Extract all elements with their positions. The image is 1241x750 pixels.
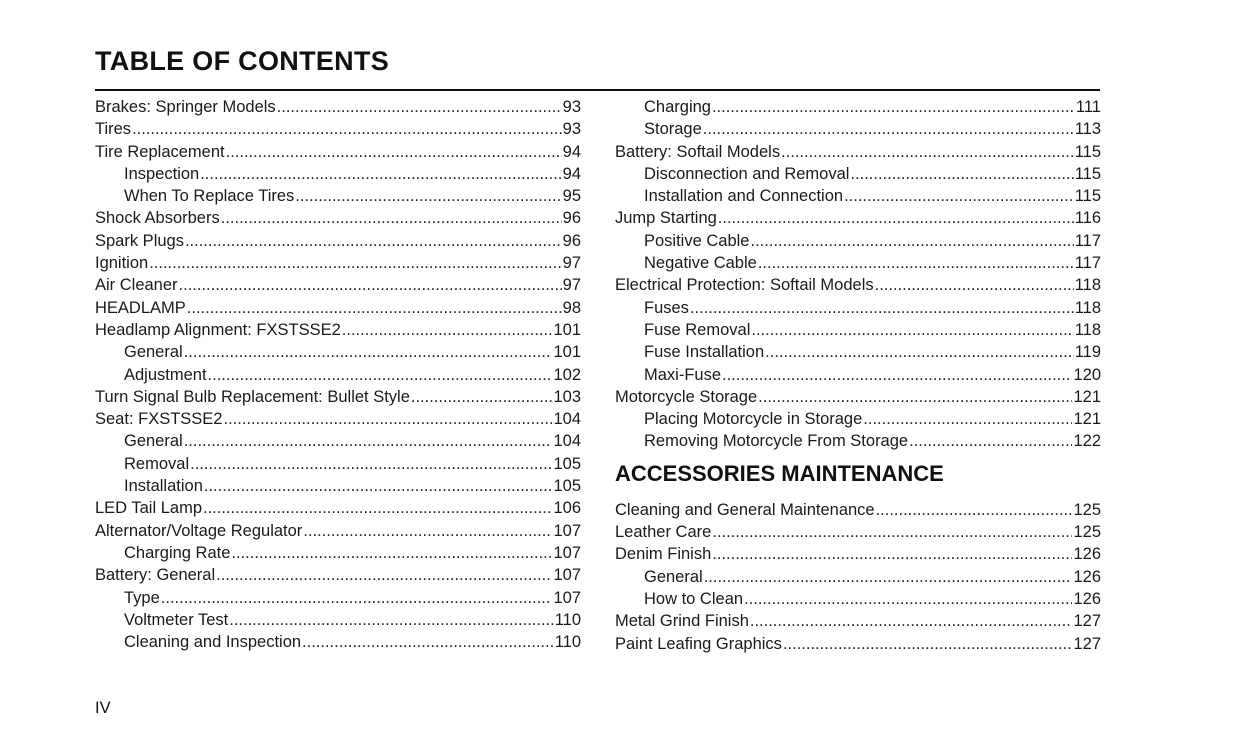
toc-entry-page-number: 107 <box>553 521 581 540</box>
dot-leader <box>783 633 1073 655</box>
title-divider <box>95 89 1100 91</box>
toc-entry[interactable] <box>615 274 1101 296</box>
toc-entry[interactable] <box>615 185 1101 207</box>
toc-entry-page-number: 107 <box>553 566 581 585</box>
toc-entry-page-number: 110 <box>554 610 581 629</box>
toc-entry-page-number: 115 <box>1074 164 1101 183</box>
toc-entry[interactable] <box>615 386 1101 408</box>
toc-entry-label: Charging <box>644 98 711 116</box>
toc-entry[interactable] <box>95 364 581 386</box>
toc-entry[interactable] <box>95 252 581 274</box>
toc-entry[interactable] <box>615 230 1101 252</box>
toc-entry-label: Ignition <box>95 254 149 273</box>
toc-entry-label: When To Replace Tires <box>124 187 295 206</box>
toc-entry-label: Storage <box>644 120 702 139</box>
toc-entry[interactable] <box>615 207 1101 229</box>
toc-entry-page-number: 94 <box>562 164 581 183</box>
toc-entry-label: Motorcycle Storage <box>615 387 758 406</box>
toc-entry-page-number: 116 <box>1074 209 1101 228</box>
toc-entry-label: Tires <box>95 120 132 139</box>
dot-leader <box>184 430 553 452</box>
toc-entry[interactable] <box>615 341 1101 363</box>
dot-leader <box>690 297 1074 319</box>
toc-entry-label: Type <box>124 588 160 607</box>
toc-entry-label: Battery: Softail Models <box>615 142 781 161</box>
toc-entry-label: Denim Finish <box>615 545 712 564</box>
toc-entry[interactable] <box>95 297 581 319</box>
toc-entry-label: Installation and Connection <box>644 187 844 206</box>
toc-entry-label: Cleaning and Inspection <box>124 633 302 652</box>
toc-entry[interactable] <box>95 96 581 118</box>
dot-leader <box>342 319 553 341</box>
toc-entry[interactable] <box>615 521 1101 543</box>
section-heading-accessories: ACCESSORIES MAINTENANCE <box>615 460 944 486</box>
dot-leader <box>185 230 562 252</box>
toc-entry-page-number: 104 <box>553 410 581 429</box>
toc-entry-page-number: 127 <box>1073 634 1101 653</box>
toc-entry[interactable] <box>95 564 581 586</box>
toc-entry-label: Shock Absorbers <box>95 209 220 228</box>
toc-entry[interactable] <box>615 408 1101 430</box>
toc-entry-label: Voltmeter Test <box>124 610 229 629</box>
toc-entry-label: General <box>644 567 703 586</box>
dot-leader <box>200 163 561 185</box>
toc-entry[interactable] <box>95 341 581 363</box>
dot-leader <box>208 364 553 386</box>
toc-entry[interactable] <box>95 319 581 341</box>
dot-leader <box>704 566 1073 588</box>
toc-entry-page-number: 101 <box>553 320 581 339</box>
toc-entry-page-number: 122 <box>1073 432 1101 451</box>
toc-entry[interactable] <box>615 297 1101 319</box>
toc-entry[interactable] <box>95 520 581 542</box>
dot-leader <box>302 631 554 653</box>
toc-right-column <box>615 96 1101 655</box>
dot-leader <box>184 341 553 363</box>
dot-leader <box>295 185 561 207</box>
dot-leader <box>781 141 1074 163</box>
dot-leader <box>303 520 552 542</box>
toc-entry[interactable] <box>615 610 1101 632</box>
toc-entry[interactable] <box>95 453 581 475</box>
toc-entry-page-number: 113 <box>1074 120 1101 139</box>
toc-entry-label: Seat: FXSTSSE2 <box>95 410 223 429</box>
toc-entry-label: Installation <box>124 477 203 496</box>
toc-entry-page-number: 115 <box>1074 142 1101 161</box>
toc-entry[interactable] <box>95 274 581 296</box>
toc-entry[interactable] <box>95 408 581 430</box>
toc-entry-page-number: 107 <box>553 588 581 607</box>
toc-entry-page-number: 119 <box>1074 343 1101 362</box>
toc-entry-page-number: 110 <box>554 633 581 652</box>
toc-entry[interactable] <box>615 319 1101 341</box>
toc-entry-label: HEADLAMP <box>95 298 186 317</box>
toc-entry-page-number: 118 <box>1074 298 1101 317</box>
dot-leader <box>712 521 1072 543</box>
toc-entry-page-number: 117 <box>1074 231 1101 250</box>
dot-leader <box>216 564 552 586</box>
toc-entry-page-number: 97 <box>562 276 581 295</box>
toc-entry-page-number: 98 <box>562 298 581 317</box>
toc-entry-page-number: 96 <box>562 231 581 250</box>
toc-entry-page-number: 103 <box>553 387 581 406</box>
toc-entry-label: Fuses <box>644 298 689 317</box>
dot-leader <box>844 185 1074 207</box>
toc-entry-label: Jump Starting <box>615 209 717 228</box>
dot-leader <box>758 386 1072 408</box>
toc-entry[interactable] <box>615 141 1101 163</box>
toc-entry-label: Metal Grind Finish <box>615 612 749 631</box>
toc-entry-page-number: 94 <box>562 142 581 161</box>
dot-leader <box>277 96 562 118</box>
toc-entry[interactable] <box>95 207 581 229</box>
dot-leader <box>765 341 1074 363</box>
toc-entry-label: General <box>124 343 183 362</box>
toc-entry-label: LED Tail Lamp <box>95 499 203 518</box>
toc-entry-label: Negative Cable <box>644 254 757 273</box>
toc-entry[interactable] <box>615 252 1101 274</box>
dot-leader <box>149 252 561 274</box>
toc-entry-label: General <box>124 432 183 451</box>
toc-entry-label: Electrical Protection: Softail Models <box>615 276 874 295</box>
toc-entry[interactable] <box>615 633 1101 655</box>
dot-leader <box>750 610 1073 632</box>
toc-entry[interactable] <box>95 631 581 653</box>
dot-leader <box>850 163 1073 185</box>
dot-leader <box>203 497 552 519</box>
footer-page-number: IV <box>95 699 111 717</box>
toc-entry-page-number: 118 <box>1074 276 1101 295</box>
dot-leader <box>750 230 1073 252</box>
toc-entry[interactable] <box>615 163 1101 185</box>
toc-entry[interactable] <box>95 587 581 609</box>
toc-entry-page-number: 126 <box>1073 545 1101 564</box>
dot-leader <box>751 319 1073 341</box>
dot-leader <box>712 543 1072 565</box>
toc-entry[interactable] <box>615 566 1101 588</box>
toc-left-column <box>95 96 581 653</box>
toc-entry[interactable] <box>615 364 1101 386</box>
toc-entry[interactable] <box>95 609 581 631</box>
toc-entry[interactable] <box>615 430 1101 452</box>
toc-entry-page-number: 97 <box>562 254 581 273</box>
dot-leader <box>744 588 1072 610</box>
dot-leader <box>909 430 1072 452</box>
toc-entry-label: Spark Plugs <box>95 231 184 250</box>
dot-leader <box>722 364 1072 386</box>
toc-entry-page-number: 117 <box>1074 254 1101 273</box>
toc-entry[interactable] <box>615 543 1101 565</box>
toc-entry-page-number: 118 <box>1074 320 1101 339</box>
toc-entry-page-number: 115 <box>1074 187 1101 206</box>
toc-entry-label: Fuse Installation <box>644 343 765 362</box>
toc-entry-label: Disconnection and Removal <box>644 164 850 183</box>
toc-entry-page-number: 125 <box>1073 500 1101 519</box>
toc-entry-label: Paint Leafing Graphics <box>615 634 782 653</box>
dot-leader <box>190 453 552 475</box>
dot-leader <box>132 118 562 140</box>
toc-entry-label: Charging Rate <box>124 543 231 562</box>
toc-entry-page-number: 101 <box>553 343 581 362</box>
toc-entry-label: Tire Replacement <box>95 142 225 161</box>
toc-entry-label: Battery: General <box>95 566 216 585</box>
toc-entry-page-number: 105 <box>553 454 581 473</box>
toc-entry-page-number: 102 <box>553 365 581 384</box>
toc-entry-page-number: 120 <box>1073 365 1101 384</box>
toc-entry-label: Alternator/Voltage Regulator <box>95 521 303 540</box>
toc-entry[interactable] <box>95 542 581 564</box>
toc-entry-page-number: 125 <box>1073 523 1101 542</box>
dot-leader <box>223 408 552 430</box>
dot-leader <box>411 386 553 408</box>
toc-entry-label: Removal <box>124 454 190 473</box>
toc-entry-label: Cleaning and General Maintenance <box>615 500 875 519</box>
toc-entry-label: Inspection <box>124 164 200 183</box>
dot-leader <box>758 252 1074 274</box>
toc-entry-label: How to Clean <box>644 589 744 608</box>
toc-entry-page-number: 126 <box>1073 589 1101 608</box>
toc-entry[interactable] <box>95 386 581 408</box>
dot-leader <box>231 542 552 564</box>
dot-leader <box>221 207 562 229</box>
toc-entry-page-number: 93 <box>562 120 581 139</box>
page-title: TABLE OF CONTENTS <box>95 46 390 76</box>
toc-entry-label: Leather Care <box>615 523 712 542</box>
toc-entry[interactable] <box>95 430 581 452</box>
toc-entry-page-number: 106 <box>553 499 581 518</box>
dot-leader <box>718 207 1074 229</box>
dot-leader <box>712 96 1075 118</box>
dot-leader <box>179 274 562 296</box>
toc-entry-label: Headlamp Alignment: FXSTSSE2 <box>95 320 341 339</box>
toc-entry-page-number: 93 <box>562 98 581 116</box>
toc-entry-page-number: 105 <box>553 477 581 496</box>
toc-entry-page-number: 121 <box>1073 387 1101 406</box>
toc-entry-label: Maxi-Fuse <box>644 365 722 384</box>
toc-entry[interactable] <box>95 497 581 519</box>
dot-leader <box>161 587 553 609</box>
toc-entry[interactable] <box>615 118 1101 140</box>
toc-entry-page-number: 126 <box>1073 567 1101 586</box>
toc-entry-page-number: 96 <box>562 209 581 228</box>
toc-entry-label: Adjustment <box>124 365 207 384</box>
toc-entry-label: Positive Cable <box>644 231 750 250</box>
dot-leader <box>876 499 1073 521</box>
toc-entry-label: Turn Signal Bulb Replacement: Bullet Style <box>95 387 410 406</box>
dot-leader <box>863 408 1072 430</box>
toc-entry[interactable] <box>615 499 1101 521</box>
toc-entry[interactable] <box>95 118 581 140</box>
toc-entry[interactable] <box>95 475 581 497</box>
toc-entry-label: Removing Motorcycle From Storage <box>644 432 909 451</box>
dot-leader <box>187 297 562 319</box>
toc-entry[interactable] <box>615 588 1101 610</box>
toc-entry[interactable] <box>95 185 581 207</box>
toc-entry[interactable] <box>95 230 581 252</box>
toc-entry[interactable] <box>95 163 581 185</box>
toc-entry-label: Air Cleaner <box>95 276 178 295</box>
dot-leader <box>204 475 553 497</box>
toc-entry-label: Brakes: Springer Models <box>95 98 276 116</box>
toc-right-entries <box>615 96 1101 453</box>
toc-accessories-entries <box>615 499 1101 655</box>
toc-entry-page-number: 111 <box>1075 98 1101 116</box>
dot-leader <box>229 609 553 631</box>
toc-entry[interactable] <box>95 141 581 163</box>
dot-leader <box>226 141 562 163</box>
toc-entry[interactable] <box>615 96 1101 118</box>
dot-leader <box>703 118 1074 140</box>
dot-leader <box>875 274 1074 296</box>
toc-entry-page-number: 104 <box>553 432 581 451</box>
toc-entry-page-number: 121 <box>1073 410 1101 429</box>
toc-entry-page-number: 127 <box>1073 612 1101 631</box>
toc-entry-page-number: 107 <box>553 543 581 562</box>
toc-entry-label: Placing Motorcycle in Storage <box>644 410 863 429</box>
toc-entry-page-number: 95 <box>562 187 581 206</box>
toc-entry-label: Fuse Removal <box>644 320 751 339</box>
